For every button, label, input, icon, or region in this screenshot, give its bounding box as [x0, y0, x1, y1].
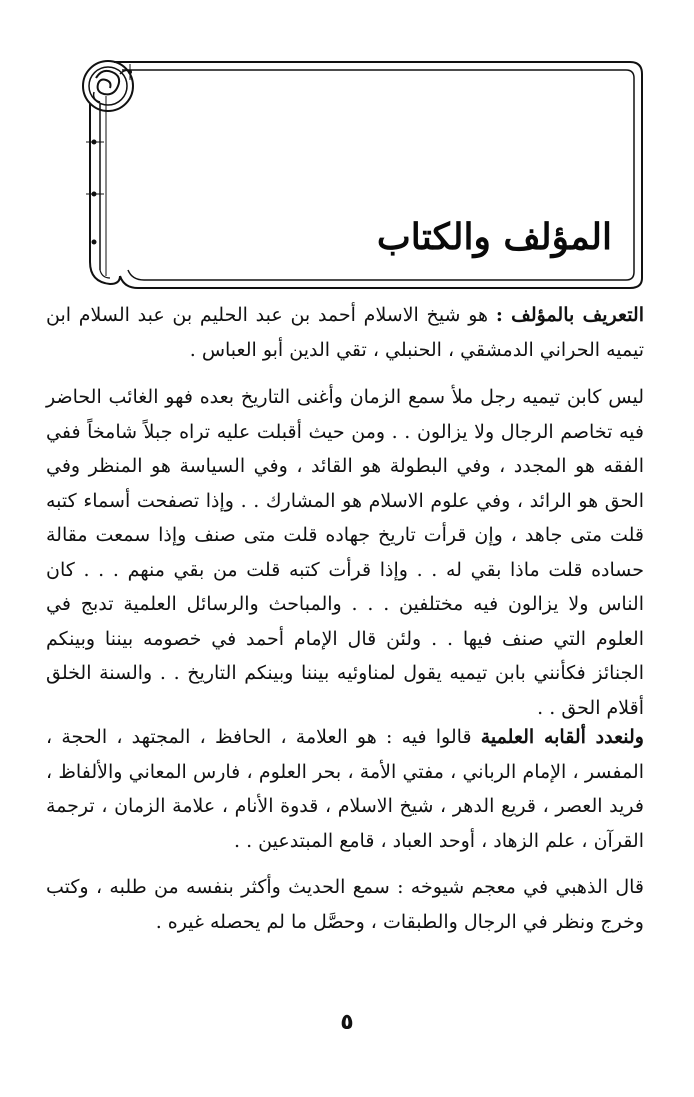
- paragraph-dhahabi-quote: [46, 870, 644, 939]
- paragraph-biography: [46, 380, 644, 725]
- paragraph-lead: ولنعدد ألقابه العلمية: [480, 726, 644, 748]
- paragraph-text: قالوا فيه : هو العلامة ، الحافظ ، المجتهد ، الحجة ، المفسر ، الإمام الرباني ، مفتي الأمة ، بحر العلوم ، فارس المعاني والألفاظ ، فريد العصر ، قريع الدهر ، شيخ الاسلام ، قدوة الأنام ، علامة الزمان ، ترجمة القرآن ، علم الزهاد ، أوحد العباد ، قامع المبتدعين . .: [46, 726, 644, 852]
- paragraph-text: ليس كابن تيميه رجل ملأ سمع الزمان وأغنى التاريخ بعده فهو الغائب الحاضر فيه تخاصم الرجال ولا يزالون . . ومن حيث أقبلت عليه تراه جبلاً شامخاً ففي الفقه هو المجدد ، وفي البطولة هو القائد ، وفي السياسة هو المنظر وفي الحق هو الرائد ، وفي علوم الاسلام هو المشارك . . وإذا تصفحت أسماء كتبه قلت متى جاهد ، وإن قرأت تاريخ جهاده قلت متى صنف وإذا سمعت مقالة حساده قلت ماذا بقي له . . وإذا قرأت كتبه قلت من بقي منهم . . . كان الناس ولا يزالون فيه مختلفين . . . والمباحث والرسائل العلمية تدبج في العلوم التي صنف فيها . . ولئن قال الإمام أحمد في خصومه بيننا وبينكم الجنائز فكأنني بابن تيميه يقول لمناوئيه بيننا وبينكم التاريخ . . والسنة الخلق أقلام الحق . .: [46, 386, 644, 719]
- page-number: ٥: [340, 1010, 354, 1035]
- paragraph-text: هو شيخ الاسلام أحمد بن عبد الحليم بن عبد السلام ابن تيميه الحراني الدمشقي ، الحنبلي ، تقي الدين أبو العباس .: [46, 304, 644, 361]
- paragraph-author-intro: [46, 298, 644, 367]
- chapter-title: المؤلف والكتاب: [376, 216, 612, 258]
- chapter-header-frame: [74, 56, 648, 292]
- paragraph-text: قال الذهبي في معجم شيوخه : سمع الحديث وأكثر بنفسه من طلبه ، وكتب وخرج ونظر في الرجال والطبقات ، وحصَّل ما لم يحصله غيره .: [46, 876, 644, 933]
- paragraph-titles: [46, 720, 644, 858]
- paragraph-lead: التعريف بالمؤلف :: [495, 304, 644, 326]
